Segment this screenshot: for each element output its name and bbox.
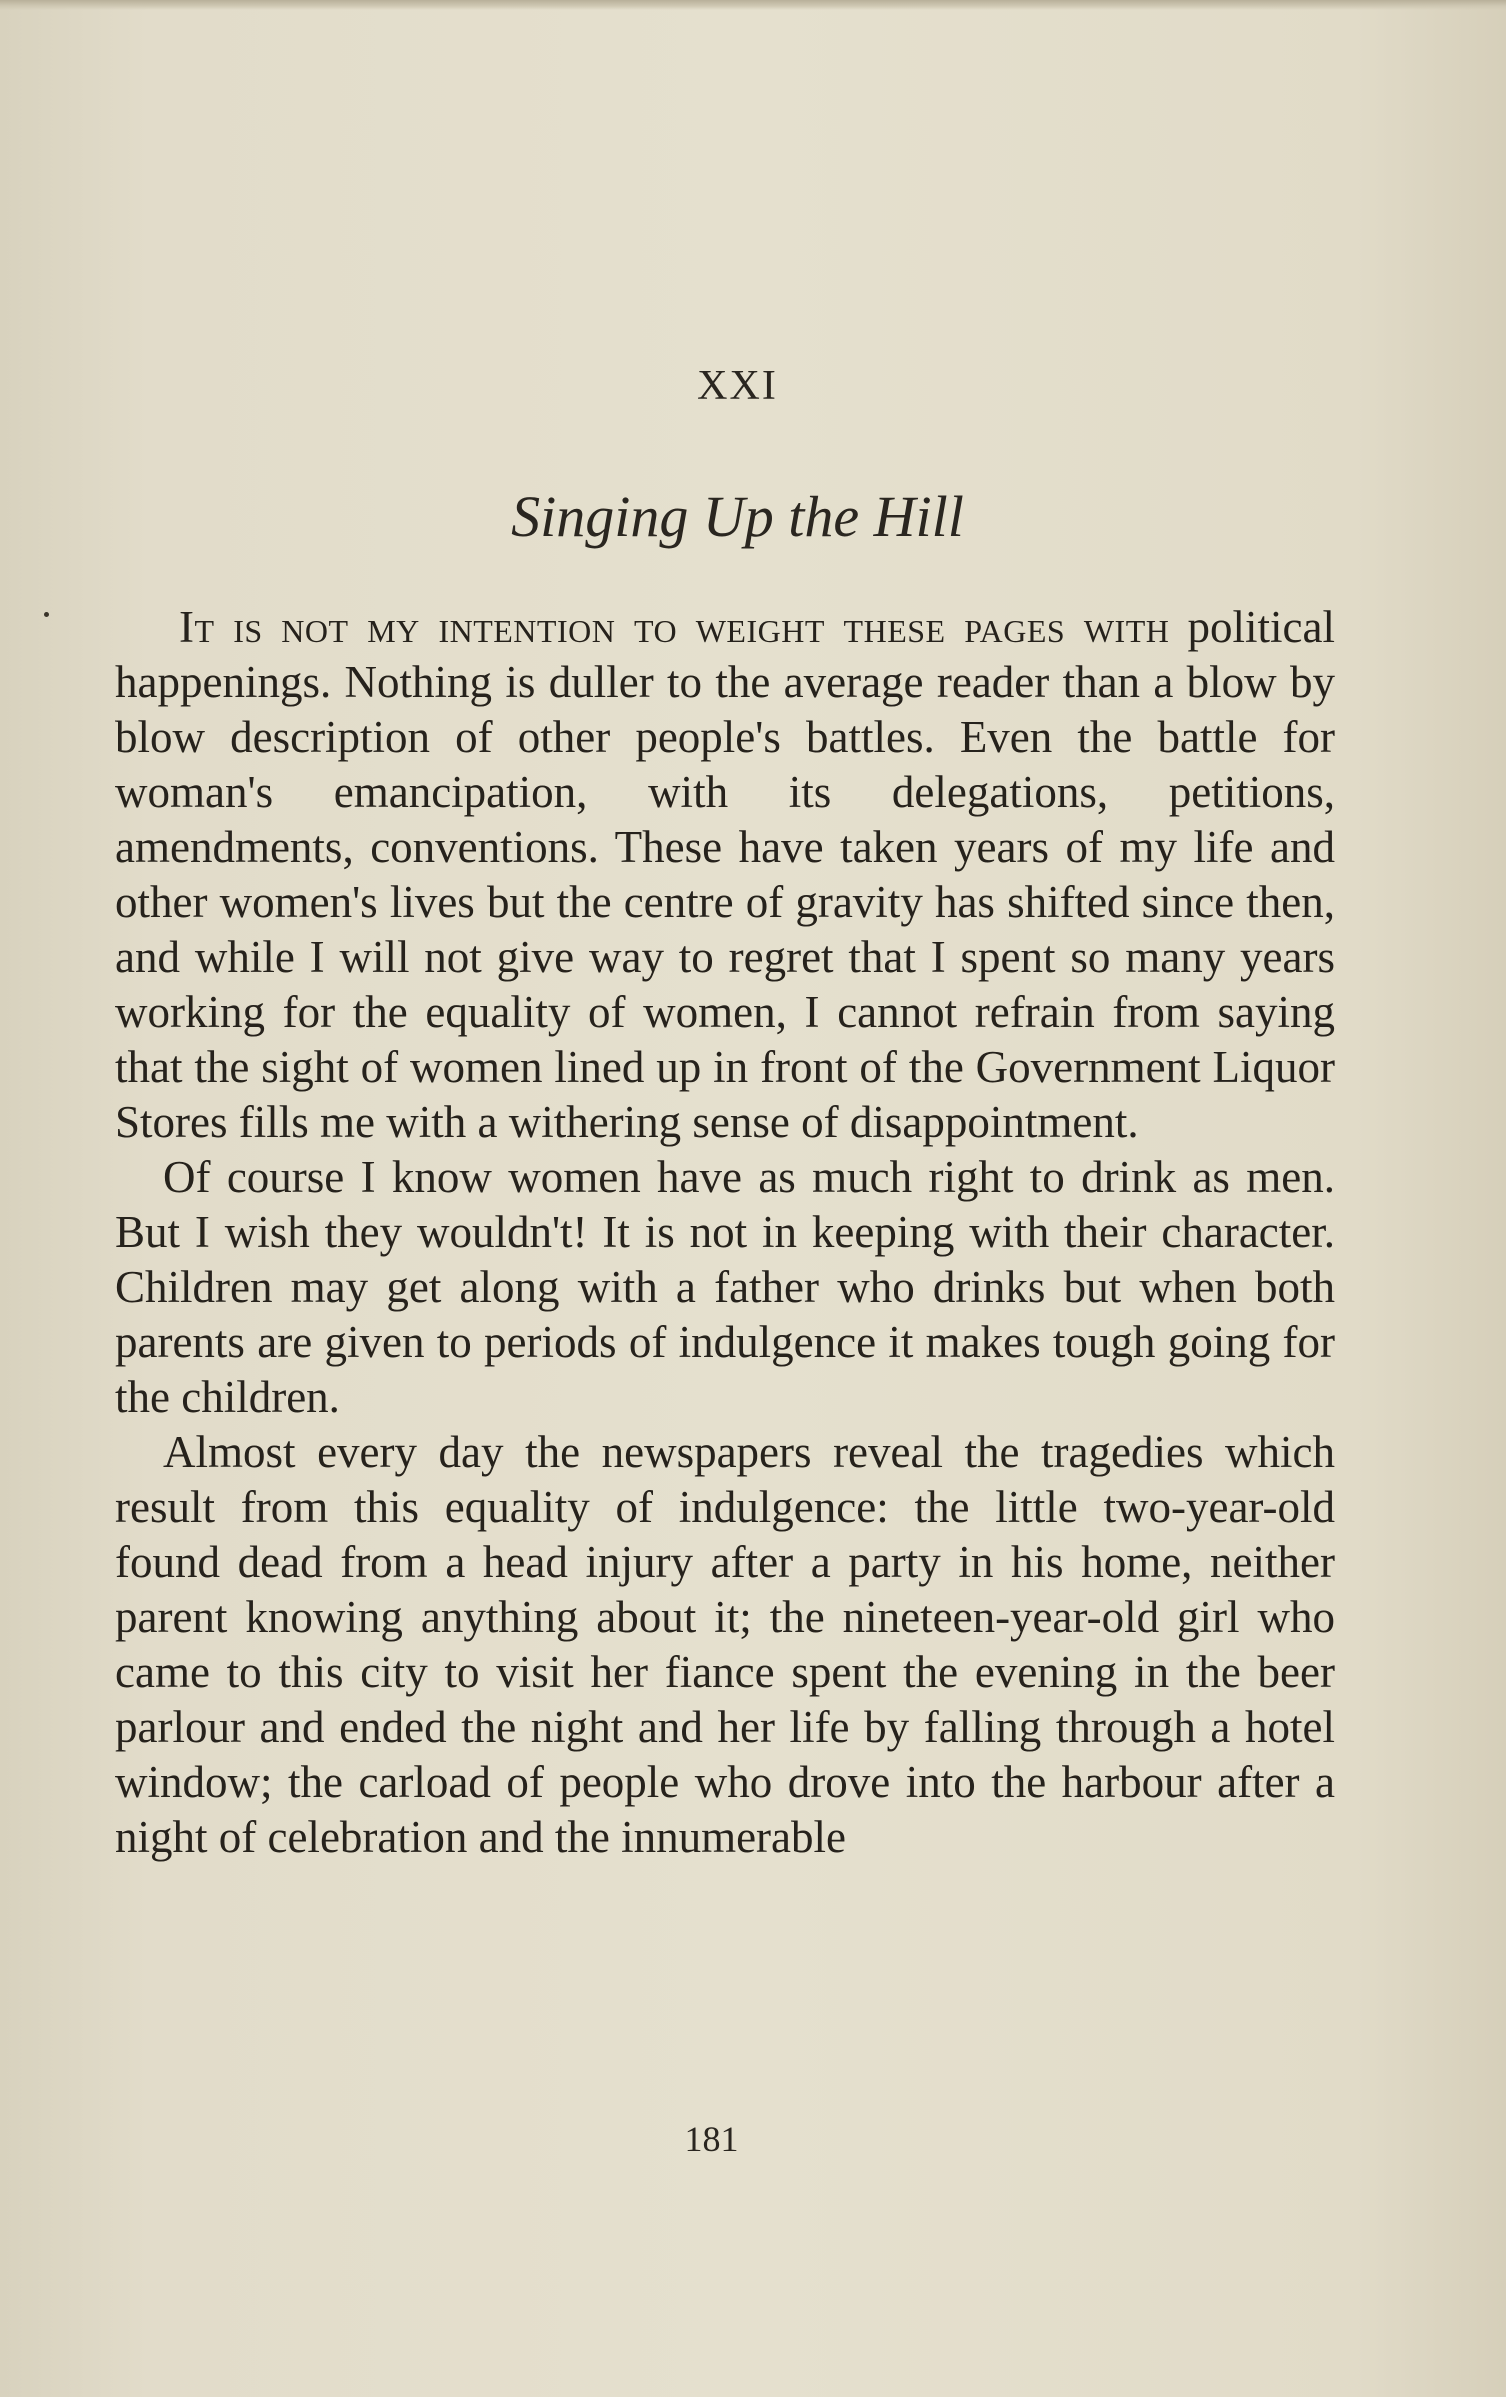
paragraph-1 xyxy=(115,600,1335,1150)
page-number: 181 xyxy=(684,2119,739,2159)
chapter-number: XXI xyxy=(697,363,778,409)
paragraph-3: Almost every day the newspapers reveal the tragedies which result from this equality of indulgence: the little two-year-old found dead from a head injury after a party in his home, neither parent knowing anything about it; the nineteen-year-old girl who came to this city to visit her fiance spent the evening in the beer parlour and ended the night and her life by falling through a hotel window; the carload of people who drove into the harbour after a night of celebration and the innumerable xyxy=(115,1427,1335,1862)
ink-speck xyxy=(44,612,49,617)
paragraph-1-lead: It is not my intention to weight these pages with xyxy=(179,602,1170,652)
paragraph-1-text: political happenings. Nothing is duller to the average reader than a blow by blow description of other people's battles. Even the battle for woman's emancipation, with its delegations, petitions, amendments, conventions. These have taken years of my life and other women's lives but the centre of gravity has shifted since then, and while I will not give way to regret that I spent so many years working for the equality of women, I cannot refrain from saying that the sight of women lined up in front of the Government Liquor Stores fills me with a withering sense of disappointment. xyxy=(115,602,1335,1147)
paragraph-2: Of course I know women have as much right to drink as men. But I wish they wouldn't! It is not in keeping with their character. Children may get along with a father who drinks but when both parents are given to periods of indulgence it makes tough going for the children. xyxy=(115,1152,1335,1422)
chapter-title: Singing Up the Hill xyxy=(511,484,964,549)
page-top-edge xyxy=(0,0,1506,10)
chapter-body xyxy=(115,600,1335,1865)
